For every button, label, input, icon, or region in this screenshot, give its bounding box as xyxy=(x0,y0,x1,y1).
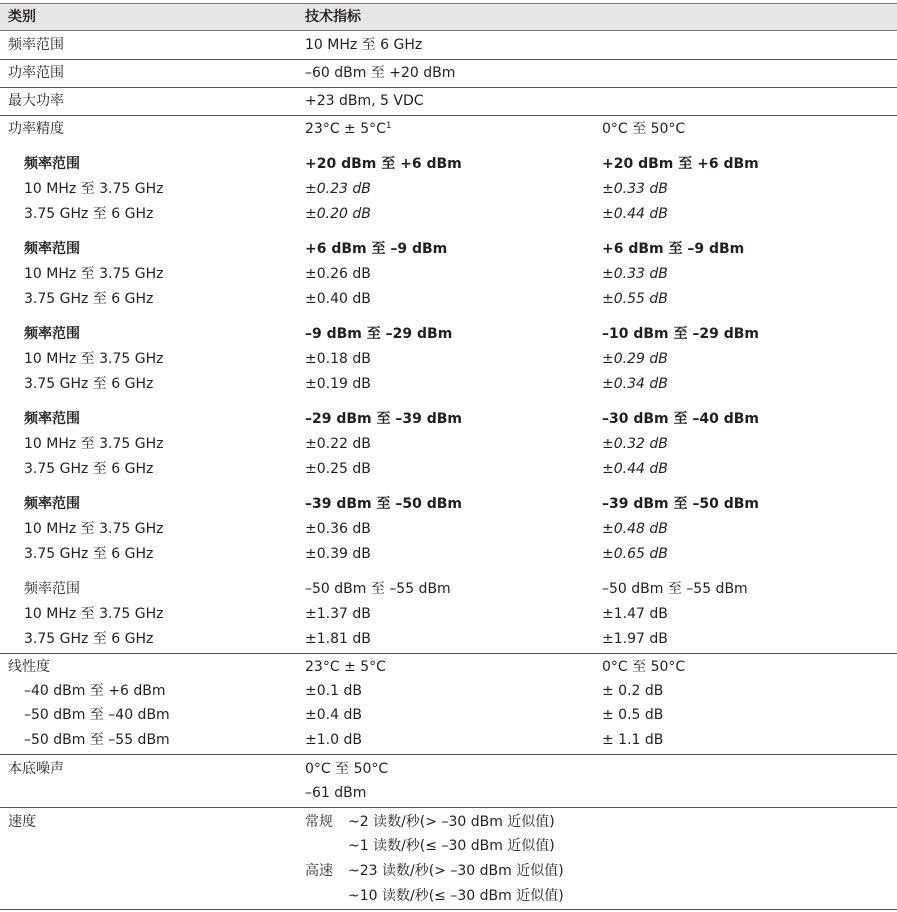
block-value-1: ±0.25 dB xyxy=(305,461,371,477)
block-range-1: –9 dBm 至 –29 dBm xyxy=(305,326,453,342)
power-range-value: –60 dBm 至 +20 dBm xyxy=(305,65,456,81)
block-range-2: +20 dBm 至 +6 dBm xyxy=(602,156,759,172)
linearity-value-2: ± 0.2 dB xyxy=(602,683,664,699)
divider xyxy=(0,909,897,910)
block-range-1: +20 dBm 至 +6 dBm xyxy=(305,156,462,172)
block-freq: 3.75 GHz 至 6 GHz xyxy=(24,461,154,477)
speed-fast-label: 高速 xyxy=(305,863,333,879)
block-freq: 3.75 GHz 至 6 GHz xyxy=(24,206,154,222)
speed-label: 速度 xyxy=(8,814,36,830)
divider xyxy=(0,653,897,654)
block-value-1: ±0.23 dB xyxy=(305,181,371,197)
power-range-label: 功率范围 xyxy=(8,65,64,81)
linearity-cond-1: 23°C ± 5°C xyxy=(305,659,386,675)
linearity-value-1: ±0.4 dB xyxy=(305,707,362,723)
linearity-value-1: ±0.1 dB xyxy=(305,683,362,699)
linearity-range: –50 dBm 至 –40 dBm xyxy=(24,707,170,723)
block-value-2: ±0.44 dB xyxy=(602,206,668,222)
speed-normal-label: 常规 xyxy=(305,814,333,830)
max-power-label: 最大功率 xyxy=(8,93,64,109)
block-range-1: –50 dBm 至 –55 dBm xyxy=(305,581,451,597)
freq-range-value: 10 MHz 至 6 GHz xyxy=(305,37,423,53)
block-freq: 10 MHz 至 3.75 GHz xyxy=(24,606,164,622)
divider xyxy=(0,115,897,116)
block-value-1: ±0.18 dB xyxy=(305,351,371,367)
block-value-1: ±0.26 dB xyxy=(305,266,371,282)
block-value-1: ±0.20 dB xyxy=(305,206,371,222)
block-label: 频率范围 xyxy=(24,496,80,512)
speed-normal-1: ~2 读数/秒(> –30 dBm 近似值) xyxy=(348,814,555,830)
block-freq: 3.75 GHz 至 6 GHz xyxy=(24,546,154,562)
block-value-1: ±1.81 dB xyxy=(305,631,371,647)
footnote-1: 1 xyxy=(385,121,392,131)
divider xyxy=(0,59,897,60)
block-value-2: ±1.97 dB xyxy=(602,631,668,647)
divider xyxy=(0,807,897,808)
block-value-2: ±0.44 dB xyxy=(602,461,668,477)
block-freq: 10 MHz 至 3.75 GHz xyxy=(24,436,164,452)
block-value-1: ±0.39 dB xyxy=(305,546,371,562)
block-value-1: ±1.37 dB xyxy=(305,606,371,622)
linearity-range: –50 dBm 至 –55 dBm xyxy=(24,732,170,748)
accuracy-cond-1: $23^\circ C \pm 5^\circ C^1$ xyxy=(305,121,392,137)
block-freq: 10 MHz 至 3.75 GHz xyxy=(24,181,164,197)
divider xyxy=(0,87,897,88)
speed-fast-1: ~23 读数/秒(> –30 dBm 近似值) xyxy=(348,863,564,879)
block-freq: 10 MHz 至 3.75 GHz xyxy=(24,266,164,282)
freq-range-label: 频率范围 xyxy=(8,37,64,53)
speed-fast-2: ~10 读数/秒(≤ –30 dBm 近似值) xyxy=(348,888,564,904)
linearity-value-1: ±1.0 dB xyxy=(305,732,362,748)
speed-normal-2: ~1 读数/秒(≤ –30 dBm 近似值) xyxy=(348,838,555,854)
block-value-2: ±0.65 dB xyxy=(602,546,668,562)
block-freq: 3.75 GHz 至 6 GHz xyxy=(24,291,154,307)
block-label: 频率范围 xyxy=(24,581,80,597)
block-label: 频率范围 xyxy=(24,241,80,257)
block-value-1: ±0.40 dB xyxy=(305,291,371,307)
header-spec: 技术指标 xyxy=(305,9,361,25)
max-power-value: +23 dBm, 5 VDC xyxy=(305,93,424,109)
accuracy-cond-2: 0°C 至 50°C xyxy=(602,121,686,137)
block-range-2: –50 dBm 至 –55 dBm xyxy=(602,581,748,597)
block-range-2: –10 dBm 至 –29 dBm xyxy=(602,326,760,342)
linearity-value-2: ± 0.5 dB xyxy=(602,707,664,723)
noise-floor-label: 本底噪声 xyxy=(8,761,64,777)
block-value-2: ±0.33 dB xyxy=(602,266,668,282)
block-freq: 10 MHz 至 3.75 GHz xyxy=(24,521,164,537)
block-value-2: ±0.34 dB xyxy=(602,376,668,392)
noise-floor-value: –61 dBm xyxy=(305,785,367,801)
block-label: 频率范围 xyxy=(24,411,80,427)
linearity-value-2: ± 1.1 dB xyxy=(602,732,664,748)
block-range-1: –39 dBm 至 –50 dBm xyxy=(305,496,463,512)
block-freq: 10 MHz 至 3.75 GHz xyxy=(24,351,164,367)
block-label: 频率范围 xyxy=(24,326,80,342)
linearity-label: 线性度 xyxy=(8,659,50,675)
block-freq: 3.75 GHz 至 6 GHz xyxy=(24,376,154,392)
block-value-2: ±0.55 dB xyxy=(602,291,668,307)
block-value-2: ±0.29 dB xyxy=(602,351,668,367)
divider xyxy=(0,754,897,755)
block-value-1: ±0.19 dB xyxy=(305,376,371,392)
block-value-2: ±0.48 dB xyxy=(602,521,668,537)
block-range-2: +6 dBm 至 –9 dBm xyxy=(602,241,745,257)
block-label: 频率范围 xyxy=(24,156,80,172)
block-range-2: –30 dBm 至 –40 dBm xyxy=(602,411,760,427)
block-freq: 3.75 GHz 至 6 GHz xyxy=(24,631,154,647)
noise-floor-cond: 0°C 至 50°C xyxy=(305,761,389,777)
block-value-2: ±1.47 dB xyxy=(602,606,668,622)
block-range-1: +6 dBm 至 –9 dBm xyxy=(305,241,448,257)
block-value-1: ±0.22 dB xyxy=(305,436,371,452)
linearity-range: –40 dBm 至 +6 dBm xyxy=(24,683,166,699)
block-range-1: –29 dBm 至 –39 dBm xyxy=(305,411,463,427)
accuracy-label: 功率精度 xyxy=(8,121,64,137)
block-range-2: –39 dBm 至 –50 dBm xyxy=(602,496,760,512)
block-value-2: ±0.32 dB xyxy=(602,436,668,452)
block-value-1: ±0.36 dB xyxy=(305,521,371,537)
linearity-cond-2: 0°C 至 50°C xyxy=(602,659,686,675)
block-value-2: ±0.33 dB xyxy=(602,181,668,197)
header-category: 类别 xyxy=(8,9,36,25)
table-header xyxy=(0,3,897,31)
